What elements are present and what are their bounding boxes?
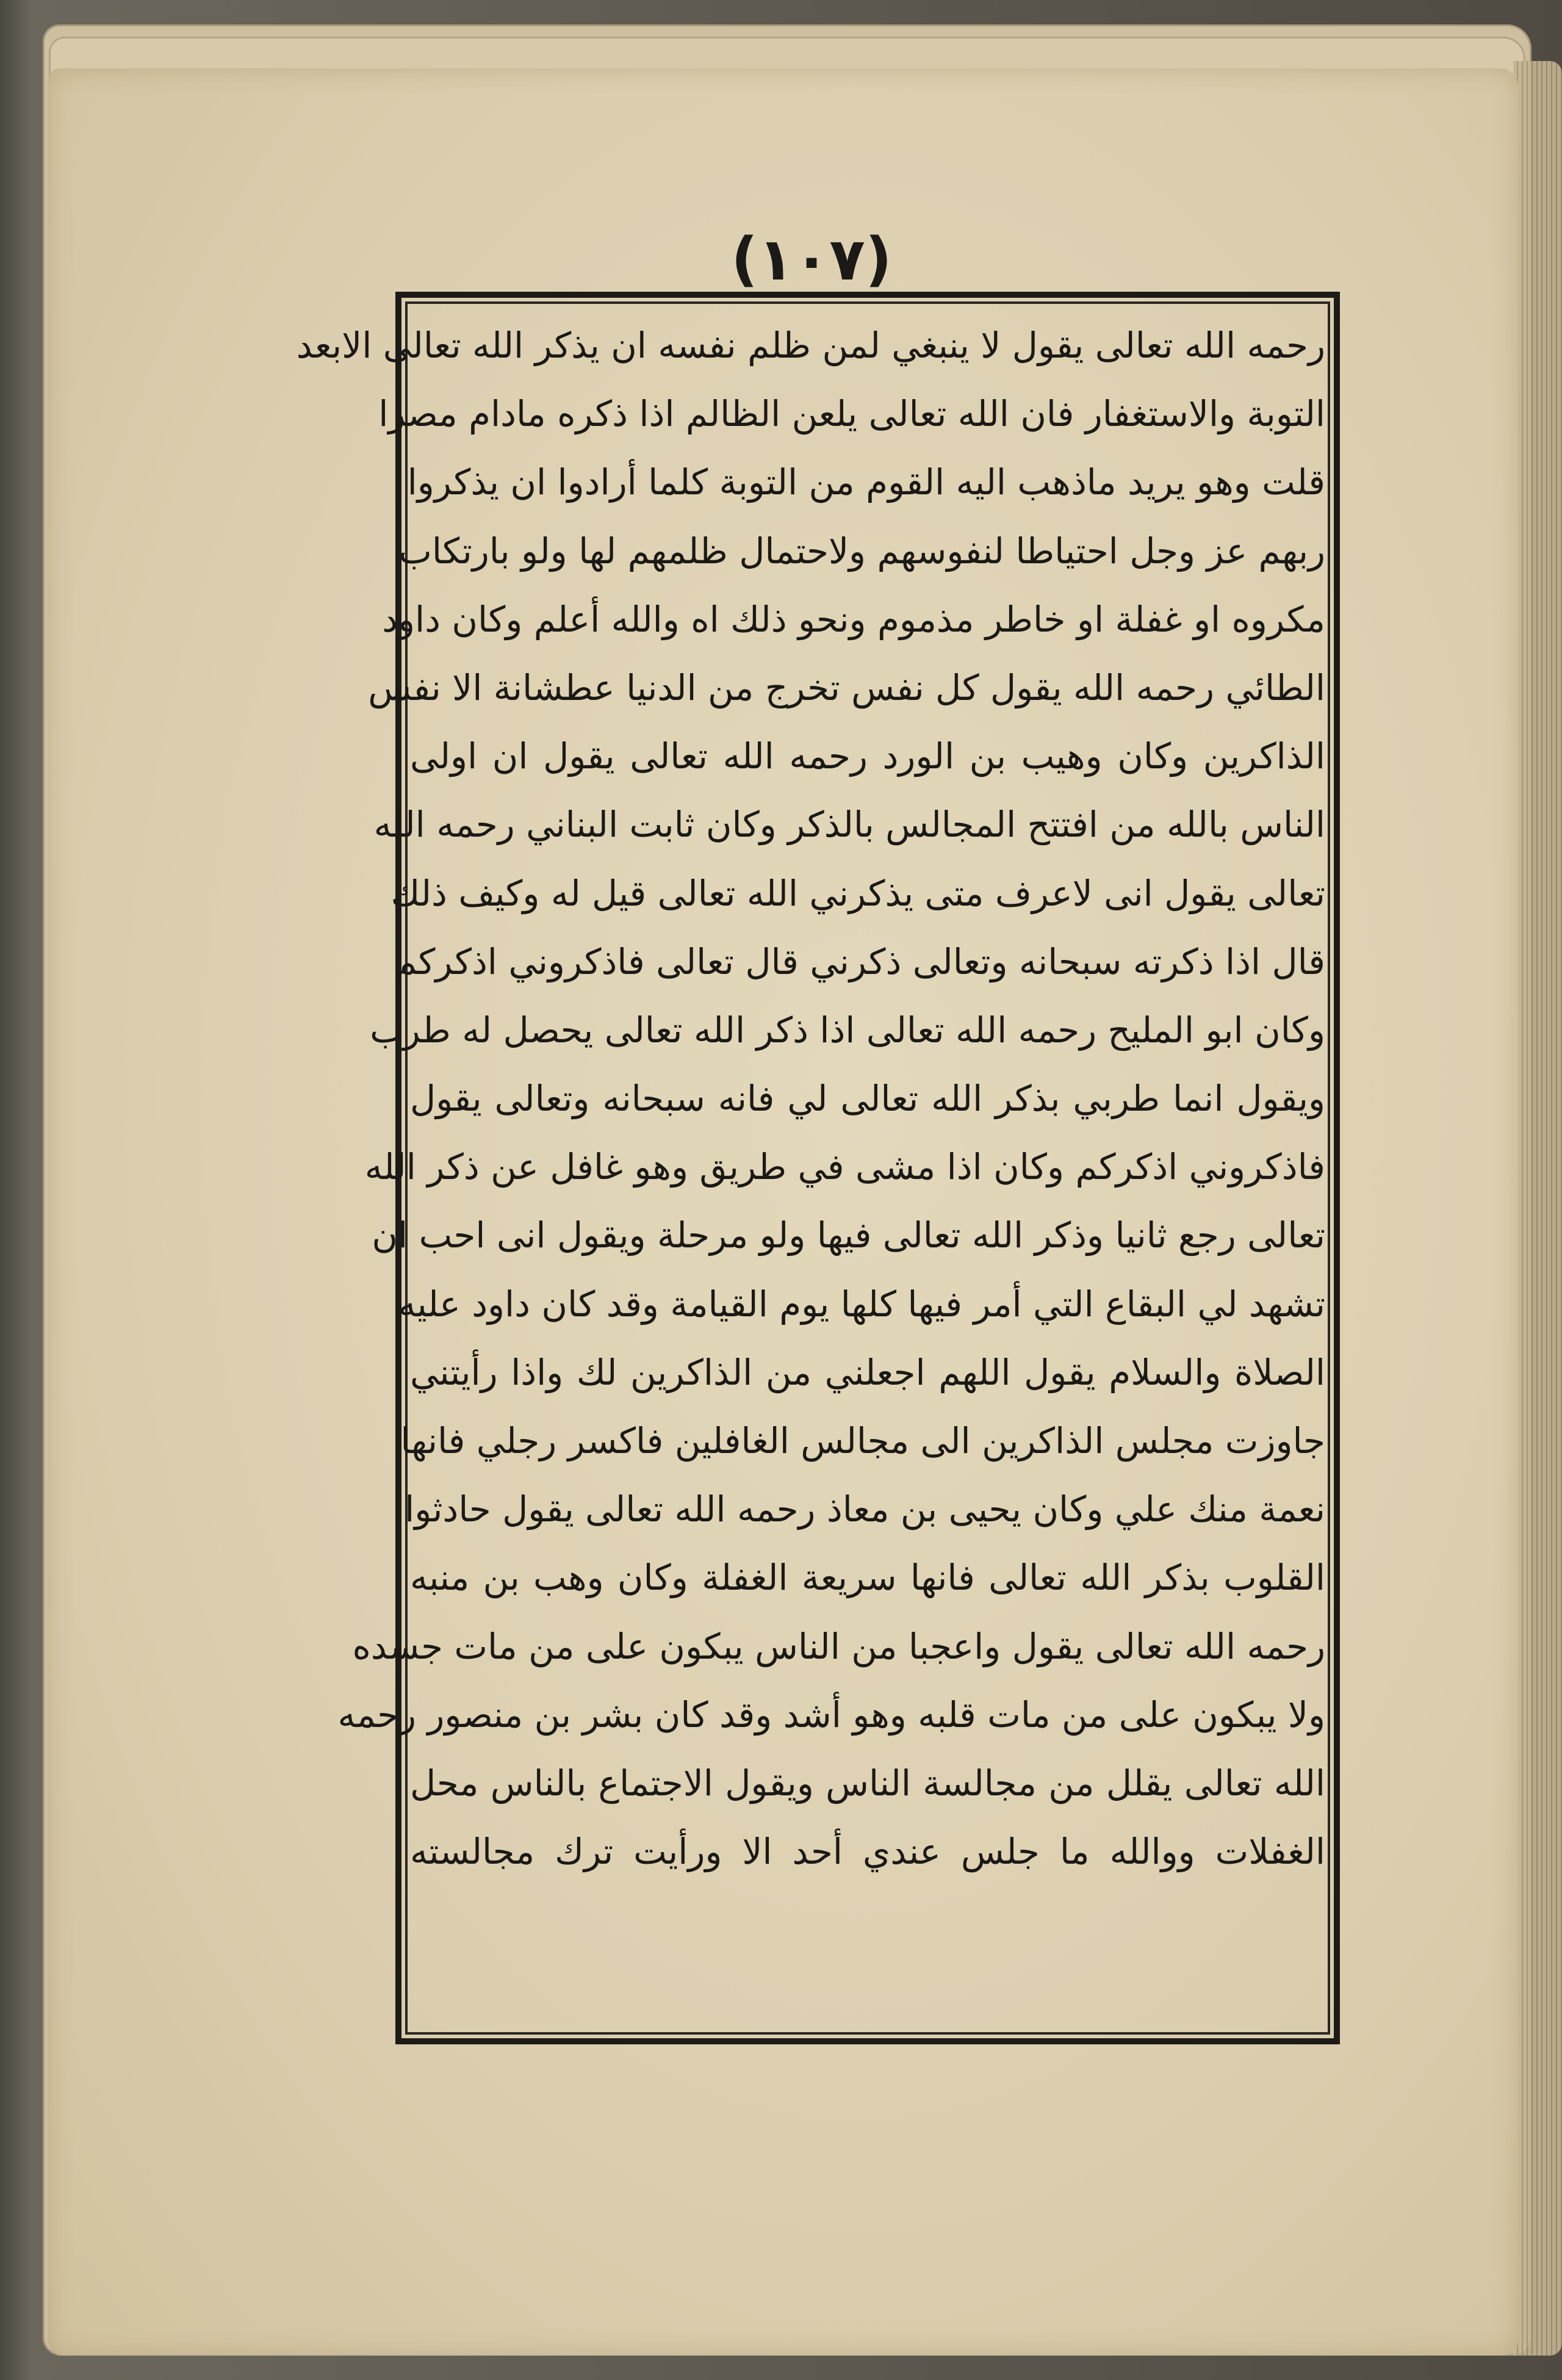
text-line: القلوب بذكر الله تعالى فانها سريعة الغفلة وكان وهب بن منبه [410,1557,1325,1599]
text-line: جاوزت مجلس الذاكرين الى مجالس الغافلين فاكسر رجلي فانها [400,1420,1325,1462]
arabic-text-block [296,311,1325,1886]
page-number: (١٠٧) [731,225,892,294]
text-line: فاذكروني اذكركم وكان اذا مشى في طريق وهو غافل عن ذكر الله [364,1146,1325,1188]
text-line: ربهم عز وجل احتياطا لنفوسهم ولاحتمال ظلمهم لها ولو بارتكاب [398,530,1325,572]
text-line: تعالى رجع ثانيا وذكر الله تعالى فيها ولو مرحلة ويقول انى احب ان [372,1214,1325,1257]
text-line: وكان ابو المليح رحمه الله تعالى اذا ذكر الله تعالى يحصل له طرب [370,1009,1325,1051]
text-line: الغفلات ووالله ما جلس عندي أحد الا ورأيت ترك مجالسته [410,1831,1325,1873]
text-line: ويقول انما طربي بذكر الله تعالى لي فانه سبحانه وتعالى يقول [410,1078,1325,1120]
text-line: رحمه الله تعالى يقول واعجبا من الناس يبكون على من مات جسده [352,1625,1325,1667]
text-line: قلت وهو يريد ماذهب اليه القوم من التوبة كلما أرادوا ان يذكروا [407,461,1325,503]
text-line: الطائي رحمه الله يقول كل نفس تخرج من الدنيا عطشانة الا نفس [368,666,1325,709]
text-line: الله تعالى يقلل من مجالسة الناس ويقول الاجتماع بالناس محل [410,1762,1325,1804]
text-line: قال اذا ذكرته سبحانه وتعالى ذكرني قال تعالى فاذكروني اذكركم [395,940,1325,983]
text-line: ولا يبكون على من مات قلبه وهو أشد وقد كان بشر بن منصور رحمه [337,1693,1325,1736]
text-line: رحمه الله تعالى يقول لا ينبغي لمن ظلم نفسه ان يذكر الله تعالى الابعد [296,325,1325,366]
text-line: تعالى يقول انى لاعرف متى يذكرني الله تعالى قيل له وكيف ذلك [390,872,1325,914]
text-line: تشهد لي البقاع التي أمر فيها كلها يوم القيامة وقد كان داود عليه [398,1283,1325,1325]
text-line: الناس بالله من افتتح المجالس بالذكر وكان ثابت البناني رحمه الله [373,804,1325,846]
text-line: الذاكرين وكان وهيب بن الورد رحمه الله تعالى يقول ان اولى [410,735,1325,777]
text-line: الصلاة والسلام يقول اللهم اجعلني من الذاكرين لك واذا رأيتني [410,1351,1325,1393]
text-line: التوبة والاستغفار فان الله تعالى يلعن الظالم اذا ذكره مادام مصرا [378,393,1325,435]
book-fore-edge [1513,61,1562,2356]
text-line: نعمة منك علي وكان يحيى بن معاذ رحمه الله تعالى يقول حادثوا [405,1488,1325,1531]
text-line: مكروه او غفلة او خاطر مذموم ونحو ذلك اه والله أعلم وكان داود [382,598,1325,640]
